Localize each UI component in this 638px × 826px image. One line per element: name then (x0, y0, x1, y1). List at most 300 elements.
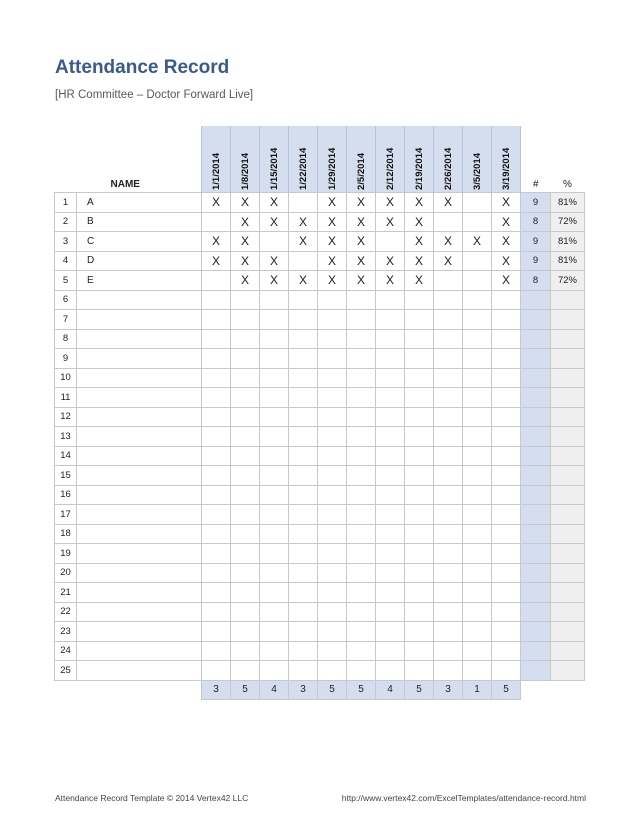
attendance-cell[interactable] (434, 349, 463, 369)
attendance-cell[interactable] (260, 563, 289, 583)
attendance-cell[interactable] (318, 290, 347, 310)
attendance-cell[interactable]: X (405, 251, 434, 271)
attendance-cell[interactable] (376, 622, 405, 642)
attendance-cell[interactable] (405, 544, 434, 564)
attendance-cell[interactable] (347, 349, 376, 369)
attendance-cell[interactable] (376, 505, 405, 525)
attendance-cell[interactable] (463, 212, 492, 232)
name-cell[interactable] (77, 388, 202, 408)
attendance-cell[interactable]: X (260, 271, 289, 291)
attendance-cell[interactable] (289, 505, 318, 525)
attendance-cell[interactable] (202, 446, 231, 466)
attendance-cell[interactable] (434, 329, 463, 349)
attendance-cell[interactable] (202, 563, 231, 583)
attendance-cell[interactable] (347, 661, 376, 681)
attendance-cell[interactable] (434, 388, 463, 408)
attendance-cell[interactable] (289, 466, 318, 486)
name-cell[interactable] (77, 368, 202, 388)
attendance-cell[interactable] (434, 310, 463, 330)
attendance-cell[interactable] (231, 505, 260, 525)
attendance-cell[interactable] (260, 485, 289, 505)
attendance-cell[interactable] (463, 544, 492, 564)
attendance-cell[interactable] (318, 602, 347, 622)
attendance-cell[interactable] (463, 427, 492, 447)
attendance-cell[interactable] (231, 290, 260, 310)
attendance-cell[interactable] (202, 661, 231, 681)
attendance-cell[interactable] (376, 446, 405, 466)
name-cell[interactable] (77, 544, 202, 564)
attendance-cell[interactable] (289, 524, 318, 544)
attendance-cell[interactable] (376, 602, 405, 622)
attendance-cell[interactable] (318, 349, 347, 369)
attendance-cell[interactable]: X (260, 193, 289, 213)
attendance-cell[interactable] (202, 368, 231, 388)
attendance-cell[interactable]: X (492, 232, 521, 252)
name-cell[interactable] (77, 641, 202, 661)
attendance-cell[interactable] (347, 505, 376, 525)
attendance-cell[interactable] (463, 407, 492, 427)
attendance-cell[interactable] (347, 329, 376, 349)
attendance-cell[interactable] (405, 310, 434, 330)
name-cell[interactable]: B (77, 212, 202, 232)
attendance-cell[interactable] (376, 349, 405, 369)
attendance-cell[interactable] (260, 446, 289, 466)
attendance-cell[interactable] (202, 485, 231, 505)
attendance-cell[interactable] (202, 466, 231, 486)
attendance-cell[interactable] (405, 505, 434, 525)
attendance-cell[interactable] (463, 368, 492, 388)
attendance-cell[interactable] (318, 446, 347, 466)
name-cell[interactable] (77, 505, 202, 525)
attendance-cell[interactable] (405, 407, 434, 427)
attendance-cell[interactable] (318, 466, 347, 486)
attendance-cell[interactable] (347, 485, 376, 505)
attendance-cell[interactable]: X (231, 251, 260, 271)
attendance-cell[interactable] (202, 544, 231, 564)
attendance-cell[interactable] (318, 407, 347, 427)
attendance-cell[interactable] (492, 388, 521, 408)
attendance-cell[interactable] (289, 661, 318, 681)
attendance-cell[interactable] (492, 602, 521, 622)
attendance-cell[interactable] (492, 310, 521, 330)
attendance-cell[interactable]: X (202, 193, 231, 213)
attendance-cell[interactable] (492, 368, 521, 388)
attendance-cell[interactable] (231, 368, 260, 388)
attendance-cell[interactable] (463, 505, 492, 525)
attendance-cell[interactable] (376, 466, 405, 486)
attendance-cell[interactable] (260, 368, 289, 388)
attendance-cell[interactable] (463, 466, 492, 486)
attendance-cell[interactable] (376, 368, 405, 388)
attendance-cell[interactable] (376, 563, 405, 583)
attendance-cell[interactable] (405, 583, 434, 603)
name-cell[interactable] (77, 583, 202, 603)
attendance-cell[interactable] (492, 505, 521, 525)
attendance-cell[interactable] (405, 388, 434, 408)
attendance-cell[interactable] (405, 368, 434, 388)
attendance-cell[interactable] (347, 544, 376, 564)
name-cell[interactable] (77, 661, 202, 681)
attendance-cell[interactable] (202, 310, 231, 330)
attendance-cell[interactable] (289, 563, 318, 583)
attendance-cell[interactable] (405, 602, 434, 622)
attendance-cell[interactable] (405, 446, 434, 466)
attendance-cell[interactable] (260, 661, 289, 681)
attendance-cell[interactable] (318, 368, 347, 388)
attendance-cell[interactable]: X (260, 251, 289, 271)
attendance-cell[interactable]: X (405, 193, 434, 213)
attendance-cell[interactable] (260, 349, 289, 369)
attendance-cell[interactable] (231, 563, 260, 583)
attendance-cell[interactable]: X (347, 193, 376, 213)
attendance-cell[interactable] (463, 641, 492, 661)
attendance-cell[interactable] (492, 329, 521, 349)
attendance-cell[interactable] (289, 290, 318, 310)
attendance-cell[interactable] (463, 661, 492, 681)
attendance-cell[interactable] (260, 505, 289, 525)
attendance-cell[interactable] (318, 563, 347, 583)
attendance-cell[interactable] (260, 407, 289, 427)
attendance-cell[interactable] (434, 505, 463, 525)
attendance-cell[interactable] (318, 544, 347, 564)
attendance-cell[interactable] (463, 310, 492, 330)
attendance-cell[interactable] (405, 485, 434, 505)
attendance-cell[interactable] (434, 583, 463, 603)
attendance-cell[interactable] (492, 661, 521, 681)
attendance-cell[interactable] (347, 622, 376, 642)
attendance-cell[interactable] (347, 427, 376, 447)
attendance-cell[interactable]: X (289, 212, 318, 232)
attendance-cell[interactable] (289, 310, 318, 330)
attendance-cell[interactable] (289, 251, 318, 271)
attendance-cell[interactable]: X (492, 193, 521, 213)
attendance-cell[interactable] (318, 622, 347, 642)
attendance-cell[interactable] (260, 641, 289, 661)
attendance-cell[interactable] (376, 232, 405, 252)
attendance-cell[interactable] (463, 524, 492, 544)
attendance-cell[interactable] (318, 641, 347, 661)
attendance-cell[interactable] (347, 388, 376, 408)
name-cell[interactable] (77, 524, 202, 544)
attendance-cell[interactable] (376, 661, 405, 681)
attendance-cell[interactable] (318, 427, 347, 447)
attendance-cell[interactable]: X (492, 251, 521, 271)
attendance-cell[interactable] (347, 368, 376, 388)
attendance-cell[interactable] (492, 485, 521, 505)
attendance-cell[interactable] (231, 583, 260, 603)
name-cell[interactable] (77, 485, 202, 505)
attendance-cell[interactable] (260, 524, 289, 544)
name-cell[interactable]: A (77, 193, 202, 213)
attendance-cell[interactable] (231, 427, 260, 447)
attendance-cell[interactable] (376, 388, 405, 408)
attendance-cell[interactable] (289, 485, 318, 505)
attendance-cell[interactable] (405, 329, 434, 349)
attendance-cell[interactable] (492, 622, 521, 642)
attendance-cell[interactable] (202, 290, 231, 310)
name-cell[interactable] (77, 563, 202, 583)
attendance-cell[interactable]: X (231, 271, 260, 291)
attendance-cell[interactable] (202, 349, 231, 369)
attendance-cell[interactable]: X (405, 212, 434, 232)
attendance-cell[interactable] (492, 290, 521, 310)
attendance-cell[interactable] (434, 212, 463, 232)
attendance-cell[interactable] (260, 232, 289, 252)
attendance-cell[interactable] (376, 329, 405, 349)
name-cell[interactable] (77, 329, 202, 349)
name-cell[interactable] (77, 310, 202, 330)
attendance-cell[interactable] (463, 349, 492, 369)
attendance-cell[interactable] (260, 602, 289, 622)
attendance-cell[interactable]: X (318, 232, 347, 252)
attendance-cell[interactable] (492, 427, 521, 447)
attendance-cell[interactable] (405, 349, 434, 369)
attendance-cell[interactable] (260, 427, 289, 447)
attendance-cell[interactable] (231, 622, 260, 642)
attendance-cell[interactable] (289, 583, 318, 603)
attendance-cell[interactable] (231, 388, 260, 408)
attendance-cell[interactable] (492, 349, 521, 369)
attendance-cell[interactable] (405, 427, 434, 447)
attendance-cell[interactable] (202, 427, 231, 447)
attendance-cell[interactable] (231, 485, 260, 505)
attendance-cell[interactable]: X (289, 232, 318, 252)
name-cell[interactable] (77, 466, 202, 486)
attendance-cell[interactable] (463, 290, 492, 310)
attendance-cell[interactable] (231, 310, 260, 330)
attendance-cell[interactable] (376, 524, 405, 544)
attendance-cell[interactable] (376, 641, 405, 661)
attendance-cell[interactable]: X (347, 212, 376, 232)
attendance-cell[interactable] (463, 485, 492, 505)
attendance-cell[interactable] (405, 661, 434, 681)
attendance-cell[interactable] (492, 583, 521, 603)
attendance-cell[interactable] (463, 602, 492, 622)
attendance-cell[interactable] (289, 368, 318, 388)
attendance-cell[interactable] (231, 466, 260, 486)
attendance-cell[interactable] (260, 622, 289, 642)
attendance-cell[interactable] (463, 251, 492, 271)
attendance-cell[interactable] (347, 466, 376, 486)
name-cell[interactable] (77, 622, 202, 642)
attendance-cell[interactable]: X (405, 271, 434, 291)
attendance-cell[interactable] (231, 329, 260, 349)
name-cell[interactable]: C (77, 232, 202, 252)
attendance-cell[interactable] (463, 563, 492, 583)
attendance-cell[interactable]: X (376, 271, 405, 291)
attendance-cell[interactable] (492, 563, 521, 583)
attendance-cell[interactable] (347, 563, 376, 583)
attendance-cell[interactable] (434, 271, 463, 291)
attendance-cell[interactable] (231, 544, 260, 564)
attendance-cell[interactable] (434, 407, 463, 427)
attendance-cell[interactable]: X (318, 251, 347, 271)
attendance-cell[interactable] (463, 271, 492, 291)
attendance-cell[interactable] (289, 446, 318, 466)
attendance-cell[interactable] (318, 661, 347, 681)
attendance-cell[interactable] (463, 329, 492, 349)
attendance-cell[interactable] (492, 641, 521, 661)
attendance-cell[interactable] (260, 310, 289, 330)
attendance-cell[interactable] (202, 524, 231, 544)
attendance-cell[interactable] (318, 485, 347, 505)
attendance-cell[interactable] (202, 583, 231, 603)
attendance-cell[interactable]: X (492, 271, 521, 291)
attendance-cell[interactable]: X (231, 232, 260, 252)
attendance-cell[interactable]: X (318, 193, 347, 213)
attendance-cell[interactable] (434, 290, 463, 310)
attendance-cell[interactable] (260, 544, 289, 564)
attendance-cell[interactable] (231, 524, 260, 544)
attendance-cell[interactable] (434, 544, 463, 564)
attendance-cell[interactable]: X (231, 212, 260, 232)
attendance-cell[interactable]: X (434, 193, 463, 213)
attendance-cell[interactable]: X (376, 212, 405, 232)
attendance-cell[interactable] (231, 602, 260, 622)
attendance-cell[interactable] (347, 641, 376, 661)
attendance-cell[interactable] (434, 622, 463, 642)
attendance-cell[interactable] (434, 524, 463, 544)
attendance-cell[interactable] (289, 388, 318, 408)
attendance-cell[interactable] (318, 388, 347, 408)
attendance-cell[interactable] (405, 622, 434, 642)
attendance-cell[interactable] (434, 602, 463, 622)
attendance-cell[interactable]: X (347, 251, 376, 271)
attendance-cell[interactable] (289, 427, 318, 447)
attendance-cell[interactable] (463, 583, 492, 603)
attendance-cell[interactable] (231, 661, 260, 681)
attendance-cell[interactable] (492, 407, 521, 427)
footer-url[interactable]: http://www.vertex42.com/ExcelTemplates/attendance-record.html (341, 793, 586, 803)
attendance-cell[interactable]: X (289, 271, 318, 291)
attendance-cell[interactable] (289, 622, 318, 642)
attendance-cell[interactable]: X (376, 251, 405, 271)
attendance-cell[interactable]: X (260, 212, 289, 232)
attendance-cell[interactable] (347, 310, 376, 330)
attendance-cell[interactable] (405, 466, 434, 486)
attendance-cell[interactable] (376, 485, 405, 505)
attendance-cell[interactable] (434, 368, 463, 388)
attendance-cell[interactable] (202, 505, 231, 525)
attendance-cell[interactable] (289, 602, 318, 622)
attendance-cell[interactable] (260, 388, 289, 408)
attendance-cell[interactable] (202, 388, 231, 408)
attendance-cell[interactable] (202, 622, 231, 642)
attendance-cell[interactable] (260, 290, 289, 310)
attendance-cell[interactable]: X (347, 271, 376, 291)
name-cell[interactable]: E (77, 271, 202, 291)
attendance-cell[interactable]: X (492, 212, 521, 232)
attendance-cell[interactable] (260, 329, 289, 349)
attendance-cell[interactable] (289, 544, 318, 564)
attendance-cell[interactable] (202, 602, 231, 622)
name-cell[interactable] (77, 349, 202, 369)
name-cell[interactable] (77, 290, 202, 310)
name-cell[interactable]: D (77, 251, 202, 271)
attendance-cell[interactable] (289, 349, 318, 369)
attendance-cell[interactable] (463, 622, 492, 642)
attendance-cell[interactable] (376, 310, 405, 330)
attendance-cell[interactable] (231, 407, 260, 427)
attendance-cell[interactable] (347, 407, 376, 427)
attendance-cell[interactable] (376, 583, 405, 603)
attendance-cell[interactable]: X (318, 271, 347, 291)
attendance-cell[interactable] (434, 427, 463, 447)
attendance-cell[interactable] (492, 544, 521, 564)
attendance-cell[interactable] (347, 583, 376, 603)
attendance-cell[interactable] (347, 290, 376, 310)
attendance-cell[interactable] (376, 544, 405, 564)
attendance-cell[interactable] (231, 349, 260, 369)
attendance-cell[interactable] (376, 427, 405, 447)
attendance-cell[interactable]: X (434, 232, 463, 252)
attendance-cell[interactable] (463, 446, 492, 466)
attendance-cell[interactable]: X (405, 232, 434, 252)
attendance-cell[interactable] (492, 524, 521, 544)
attendance-cell[interactable] (318, 524, 347, 544)
attendance-cell[interactable]: X (318, 212, 347, 232)
attendance-cell[interactable] (318, 505, 347, 525)
attendance-cell[interactable] (376, 290, 405, 310)
attendance-cell[interactable] (463, 193, 492, 213)
attendance-cell[interactable] (376, 407, 405, 427)
attendance-cell[interactable] (492, 466, 521, 486)
attendance-cell[interactable] (434, 641, 463, 661)
attendance-cell[interactable]: X (231, 193, 260, 213)
attendance-cell[interactable] (405, 641, 434, 661)
attendance-cell[interactable] (347, 524, 376, 544)
attendance-cell[interactable] (434, 485, 463, 505)
attendance-cell[interactable] (289, 641, 318, 661)
attendance-cell[interactable] (405, 290, 434, 310)
attendance-cell[interactable]: X (434, 251, 463, 271)
attendance-cell[interactable] (434, 563, 463, 583)
attendance-cell[interactable] (202, 407, 231, 427)
attendance-cell[interactable] (289, 407, 318, 427)
attendance-cell[interactable] (434, 661, 463, 681)
attendance-cell[interactable] (231, 641, 260, 661)
attendance-cell[interactable]: X (202, 232, 231, 252)
attendance-cell[interactable]: X (347, 232, 376, 252)
attendance-cell[interactable] (202, 212, 231, 232)
attendance-cell[interactable] (202, 329, 231, 349)
attendance-cell[interactable] (289, 329, 318, 349)
attendance-cell[interactable] (260, 466, 289, 486)
attendance-cell[interactable]: X (376, 193, 405, 213)
attendance-cell[interactable] (347, 602, 376, 622)
attendance-cell[interactable] (405, 563, 434, 583)
attendance-cell[interactable] (434, 446, 463, 466)
attendance-cell[interactable] (463, 388, 492, 408)
name-cell[interactable] (77, 407, 202, 427)
attendance-cell[interactable] (318, 310, 347, 330)
attendance-cell[interactable] (318, 583, 347, 603)
attendance-cell[interactable] (347, 446, 376, 466)
attendance-cell[interactable]: X (463, 232, 492, 252)
attendance-cell[interactable] (405, 524, 434, 544)
name-cell[interactable] (77, 602, 202, 622)
attendance-cell[interactable] (289, 193, 318, 213)
attendance-cell[interactable]: X (202, 251, 231, 271)
name-cell[interactable] (77, 446, 202, 466)
attendance-cell[interactable] (318, 329, 347, 349)
name-cell[interactable] (77, 427, 202, 447)
attendance-cell[interactable] (202, 271, 231, 291)
attendance-cell[interactable] (231, 446, 260, 466)
attendance-cell[interactable] (492, 446, 521, 466)
attendance-cell[interactable] (260, 583, 289, 603)
attendance-cell[interactable] (434, 466, 463, 486)
